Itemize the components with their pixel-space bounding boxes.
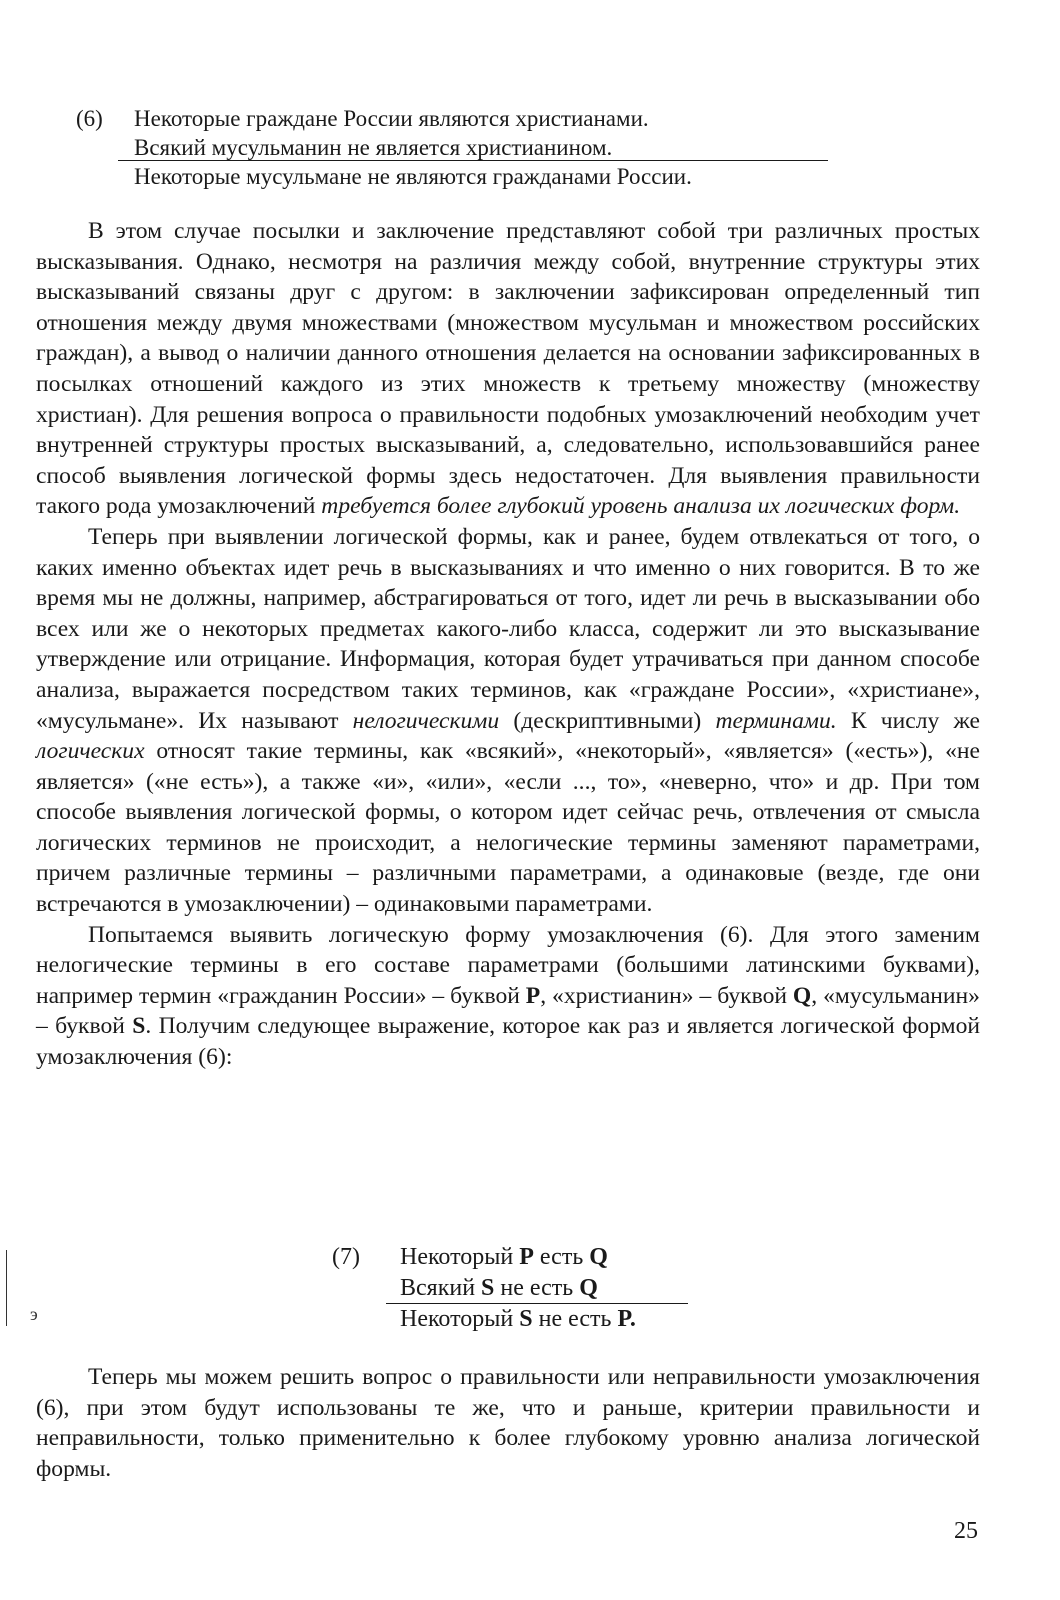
inference-line [386,1303,688,1304]
example-number: (6) [76,106,103,131]
paragraph-text: Попытаемся выявить логическую форму умозаключения (6). Для этого заменим нелогические термины в его составе параметрами (большими латинскими буквами), например термин «гражданин России» – буквой [36,921,980,1009]
margin-mark [6,1250,10,1326]
paragraph-text: (дескриптивными) [499,707,716,734]
italic-term: нелогическими [352,707,500,734]
parameter-letter: S [132,1013,146,1040]
paragraph-1 [36,216,980,522]
italic-phrase: требуется более глубокий уровень анализа их логических форм. [321,493,961,520]
syllogism-example-6 [76,104,776,196]
paragraph-4: Теперь мы можем решить вопрос о правильности или неправильности умозаключения (6), при этом будут использованы те же, что и раньше, критерии правильности и неправильности, только применительно к более глубокому уровню анализа логической формы. [36,1364,980,1482]
paragraph-text: , «христианин» – буквой [540,982,793,1009]
margin-glyph: э [30,1304,38,1324]
parameter-letter: P [525,982,541,1009]
syllogism-example-7 [330,1242,730,1342]
premise-2: Всякий мусульманин не является христианином. [134,135,613,160]
paragraph-text: Теперь при выявлении логической формы, как и ранее, будем отвлекаться от того, о каких именно объектах идет речь в высказываниях и что именно о них говорится. В то же время мы не должны, например, абстрагироваться от того, идет ли речь в высказывании обо всех или же о некоторых предметах какого-либо класса, содержит ли это высказывание утверждение или отрицание. Информация, которая будет утрачиваться при данном способе анализа, выражается посредством таких терминов, как «граждане России», «христиане», «мусульмане». Их называют [36,523,980,734]
parameter-letter: Q [792,982,812,1009]
premise-2: Всякий S не есть Q [400,1275,598,1301]
premise-1: Некоторые граждане России являются христианами. [134,106,649,131]
italic-term: терминами. [715,707,837,734]
italic-term: логических [36,738,145,765]
example-number: (7) [332,1244,360,1270]
paragraph-text: В этом случае посылки и заключение представляют собой три различных простых высказывания. Однако, несмотря на различия между собой, внутренние структуры этих высказываний связаны друг с другом: в заключении зафиксирован определенный тип отношения между двумя множествами (множеством мусульман и множеством российских граждан), а вывод о наличии данного отношения делается на основании зафиксированных в посылках отношений каждого из этих множеств к третьему множеству (множеству христиан). Для решения вопроса о правильности подобных умозаключений необходим учет внутренней структуры простых высказываний, а, следовательно, использовавшийся ранее способ выявления логической формы здесь недостаточен. Для выявления правильности такого рода умозаключений [36,218,980,520]
paragraph-2 [36,522,980,920]
conclusion: Некоторые мусульмане не являются гражданами России. [134,164,692,189]
premise-1: Некоторый P есть Q [400,1244,608,1270]
paragraph-text: . Получим следующее выражение, которое как раз и является логической формой умозаключения (6): [36,1013,980,1071]
conclusion: Некоторый S не есть P. [400,1306,636,1332]
paragraph-text: , «мусульманин» – буквой [36,982,980,1040]
page-number: 25 [954,1518,978,1544]
text-block-1 [36,216,980,1073]
text-block-2 [36,1362,980,1484]
inference-line [118,160,828,161]
paragraph-text: относят такие термины, как «всякий», «некоторый», «является» («есть»), «не является» («не есть»), а также «и», «или», «если ..., то», «неверно, что» и др. При том способе выявления логической формы, о котором идет сейчас речь, отвлечения от смысла логических терминов не происходит, а нелогические термины заменяют параметрами, причем различные термины – различными параметрами, а одинаковые (везде, где они встречаются в умозаключении) – одинаковыми параметрами. [36,738,980,918]
paragraph-3 [36,920,980,1073]
paragraph-text: К числу же [836,707,980,734]
